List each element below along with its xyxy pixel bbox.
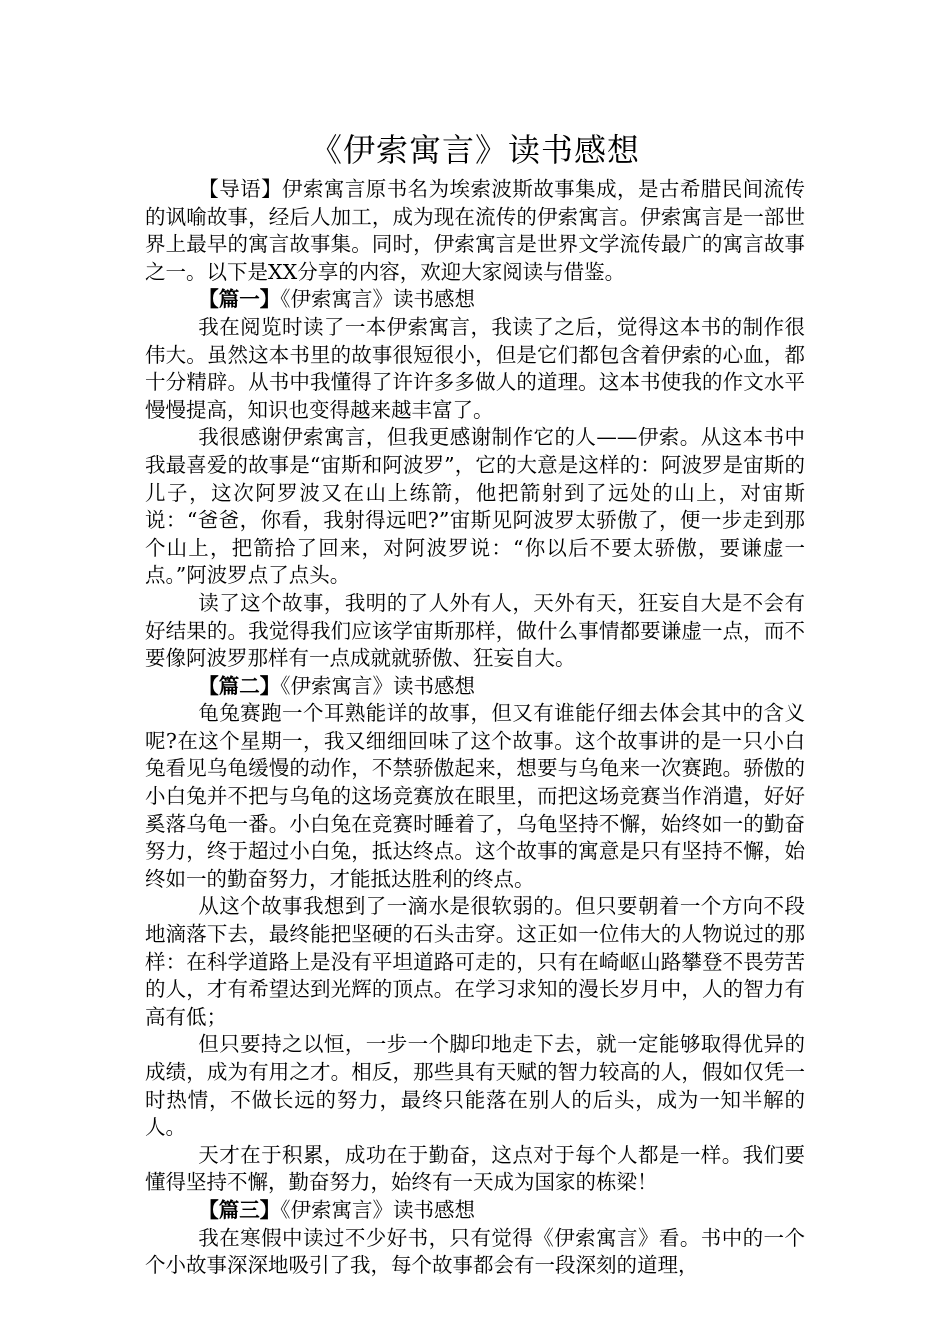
document-title: 《伊索寓言》读书感想 (309, 131, 640, 169)
section-heading-2 (145, 673, 805, 701)
body-paragraph: 我在寒假中读过不少好书，只有觉得《伊索寓言》看。书中的一个个小故事深深地吸引了我，每个故事都会有一段深刻的道理， (145, 1225, 805, 1278)
body-paragraph: 但只要持之以恒，一步一个脚印地走下去，就一定能够取得优异的成绩，成为有用之才。相反，那些具有天赋的智力较高的人，假如仅凭一时热情，不做长远的努力，最终只能落在别人的后头，成为一知半解的人。 (145, 1032, 805, 1140)
body-paragraph: 我很感谢伊索寓言，但我更感谢制作它的人——伊索。从这本书中我最喜爱的故事是“宙斯和阿波罗”，它的大意是这样的：阿波罗是宙斯的儿子，这次阿罗波又在山上练箭，他把箭射到了远处的山上，对宙斯说：“爸爸，你看，我射得远吧?”宙斯见阿波罗太骄傲了，便一步走到那个山上，把箭拾了回来，对阿波罗说：“你以后不要太骄傲，要谦虚一点。”阿波罗点了点头。 (145, 425, 805, 588)
body-paragraph: 龟兔赛跑一个耳熟能详的故事，但又有谁能仔细去体会其中的含义呢?在这个星期一，我又细细回味了这个故事。这个故事讲的是一只小白兔看见乌龟缓慢的动作，不禁骄傲起来，想要与乌龟来一次赛跑。骄傲的小白兔并不把与乌龟的这场竞赛放在眼里，而把这场竞赛当作消遣，好好奚落乌龟一番。小白兔在竞赛时睡着了，乌龟坚持不懈，始终如一的勤奋努力，终于超过小白兔，抵达终点。这个故事的寓意是只有坚持不懈，始终如一的勤奋努力，才能抵达胜利的终点。 (145, 701, 805, 891)
section-heading-3 (145, 1197, 805, 1225)
section-heading-text: 《伊索寓言》读书感想 (280, 1197, 476, 1222)
body-paragraph: 天才在于积累，成功在于勤奋，这点对于每个人都是一样。我们要懂得坚持不懈，勤奋努力，始终有一天成为国家的栋梁！ (145, 1142, 805, 1195)
section-heading-tag: 【篇三】 (198, 1197, 281, 1222)
section-heading-tag: 【篇一】 (198, 287, 281, 312)
section-heading-text: 《伊索寓言》读书感想 (280, 673, 476, 698)
intro-paragraph: 【导语】伊索寓言原书名为埃索波斯故事集成，是古希腊民间流传的讽喻故事，经后人加工，成为现在流传的伊索寓言。伊索寓言是一部世界上最早的寓言故事集。同时，伊索寓言是世界文学流传最广的寓言故事之一。以下是XX分享的内容，欢迎大家阅读与借鉴。 (145, 177, 805, 284)
body-paragraph: 我在阅览时读了一本伊索寓言，我读了之后，觉得这本书的制作很伟大。虽然这本书里的故事很短很小，但是它们都包含着伊索的心血，都十分精辟。从书中我懂得了许许多多做人的道理。这本书使我的作文水平慢慢提高，知识也变得越来越丰富了。 (145, 314, 805, 422)
body-paragraph: 从这个故事我想到了一滴水是很软弱的。但只要朝着一个方向不段地滴落下去，最终能把坚硬的石头击穿。这正如一位伟大的人物说过的那样：在科学道路上是没有平坦道路可走的，只有在崎岖山路攀登不畏劳苦的人，才有希望达到光辉的顶点。在学习求知的漫长岁月中，人的智力有高有低； (145, 894, 805, 1029)
body-paragraph: 读了这个故事，我明的了人外有人，天外有天，狂妄自大是不会有好结果的。我觉得我们应该学宙斯那样，做什么事情都要谦虚一点，而不要像阿波罗那样有一点成就就骄傲、狂妄自大。 (145, 590, 805, 671)
section-heading-1 (145, 286, 805, 314)
section-heading-tag: 【篇二】 (198, 673, 281, 698)
document-page (145, 128, 805, 1280)
section-heading-text: 《伊索寓言》读书感想 (280, 287, 476, 312)
